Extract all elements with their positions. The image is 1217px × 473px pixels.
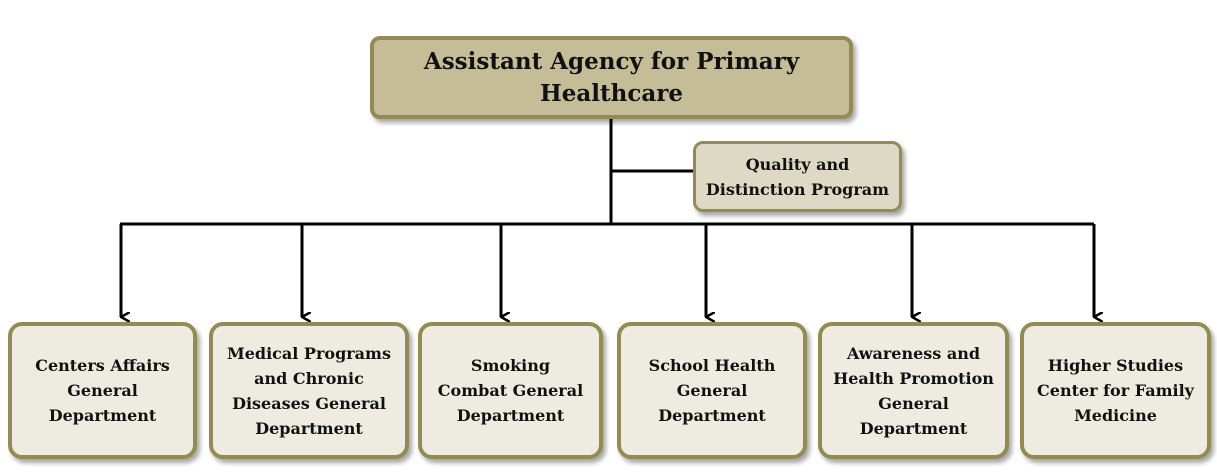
root-label: Assistant Agency for Primary Healthcare xyxy=(423,47,800,107)
department-node xyxy=(8,322,197,459)
department-node xyxy=(418,322,603,459)
root-node xyxy=(370,36,853,119)
staff-node xyxy=(693,141,902,212)
department-label: Centers Affairs General Department xyxy=(35,356,170,425)
department-node xyxy=(617,322,807,459)
staff-label: Quality and Distinction Program xyxy=(705,154,890,199)
department-label: Smoking Combat General Department xyxy=(437,356,584,425)
department-node xyxy=(818,322,1009,459)
department-node xyxy=(1020,322,1211,459)
department-label: Higher Studies Center for Family Medicine xyxy=(1037,356,1194,425)
department-label: School Health General Department xyxy=(648,356,776,425)
department-node xyxy=(209,322,409,459)
department-label: Medical Programs and Chronic Diseases General Department xyxy=(227,343,391,438)
department-label: Awareness and Health Promotion General Department xyxy=(833,343,994,438)
